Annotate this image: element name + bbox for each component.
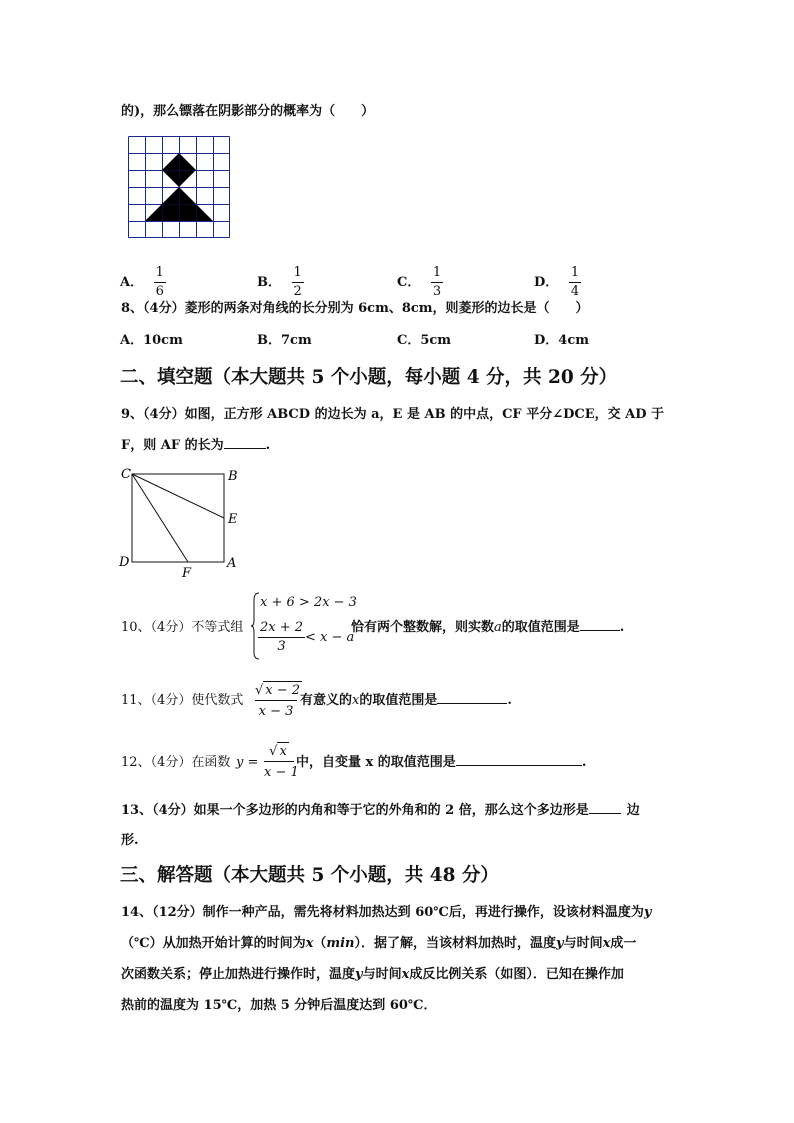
q10-answer-blank[interactable] [580, 630, 620, 631]
q7-option-c[interactable]: C． $\frac{1}{3}$ [397, 265, 442, 299]
q10-inequality-2: $\frac{2x + 2}{3}$ < x − a [260, 620, 355, 654]
q10-inequality-1: x + 6 > 2x − 3 [260, 595, 357, 610]
q7-option-d[interactable]: D． $\frac{1}{4}$ [534, 265, 580, 299]
q14-line-3: 次函数关系；停止加热进行操作时，温度y与时间x成反比例关系（如图）．已知在操作加 [121, 967, 624, 982]
fraction: $\frac{1}{6}$ [155, 265, 164, 299]
q11-prefix: 11、（4分）使代数式 [121, 693, 244, 708]
q14-line-2: （℃）从加热开始计算的时间为x（min）．据了解，当该材料加热时，温度y与时间x成一 [121, 936, 637, 951]
q8-option-b[interactable]: B．7cm [257, 333, 312, 348]
q13-line-2: 形. [121, 833, 139, 848]
label-d: D [119, 555, 130, 570]
q10-suffix: 恰有两个整数解，则实数a的取值范围是 . [351, 620, 625, 635]
q9-line-1: 9、（4分）如图，正方形 ABCD 的边长为 a，E 是 AB 的中点，CF 平分∠DCE，交 AD 于 [121, 407, 665, 422]
q10-fraction: $\frac{2x + 2}{3}$ [260, 620, 304, 654]
q8-option-a[interactable]: A．10cm [120, 333, 183, 348]
q14-line-1: 14、（12分）制作一种产品，需先将材料加热达到 60℃后，再进行操作，设该材料温度为y [121, 905, 652, 920]
fraction: $\frac{1}{4}$ [570, 265, 580, 299]
q9-answer-blank[interactable] [224, 448, 266, 449]
fraction: $\frac{1}{3}$ [432, 265, 442, 299]
q12-fraction: √ x x − 1 [264, 744, 299, 780]
label-e: E [228, 512, 238, 527]
square-abcd-figure [116, 464, 246, 580]
label-a: A [227, 556, 237, 571]
fraction: $\frac{1}{2}$ [293, 265, 302, 299]
q11-suffix: 有意义的x的取值范围是 . [300, 693, 512, 708]
q7-stem: 的)，那么镖落在阴影部分的概率为（ ） [121, 104, 375, 119]
q9-line-2: F，则 AF 的长为 . [121, 438, 271, 453]
section-3-heading: 三、解答题（本大题共 5 个小题，共 48 分） [120, 865, 499, 886]
section-2-heading: 二、填空题（本大题共 5 个小题，每小题 4 分，共 20 分） [120, 367, 618, 388]
q13-answer-blank[interactable] [589, 813, 621, 814]
q7-option-a[interactable]: A． $\frac{1}{6}$ [120, 265, 164, 299]
q11-answer-blank[interactable] [437, 703, 507, 704]
dart-board-grid-figure [128, 136, 230, 238]
q14-line-4: 热前的温度为 15℃，加热 5 分钟后温度达到 60℃． [121, 998, 437, 1013]
q11-fraction: √ x − 2 x − 3 [255, 683, 301, 719]
q8-option-c[interactable]: C．5cm [397, 333, 452, 348]
label-f: F [182, 566, 192, 580]
label-c: C [121, 467, 131, 482]
q12-lhs: y = [236, 755, 259, 770]
q8-stem: 8、（4分）菱形的两条对角线的长分别为 6cm、8cm，则菱形的边长是（ ） [121, 301, 589, 316]
q12-prefix: 12、（4分）在函数 [121, 755, 231, 770]
q7-option-b[interactable]: B． $\frac{1}{2}$ [257, 265, 302, 299]
label-b: B [228, 469, 238, 484]
q8-option-d[interactable]: D．4cm [534, 333, 589, 348]
q12-suffix: 中，自变量 x 的取值范围是 . [296, 755, 587, 770]
q13-line-1: 13、（4分）如果一个多边形的内角和等于它的外角和的 2 倍，那么这个多边形是 边 [121, 803, 640, 818]
q10-prefix: 10、（4分）不等式组 [121, 620, 244, 635]
q12-answer-blank[interactable] [456, 765, 582, 766]
shaded-diamond [162, 153, 196, 187]
